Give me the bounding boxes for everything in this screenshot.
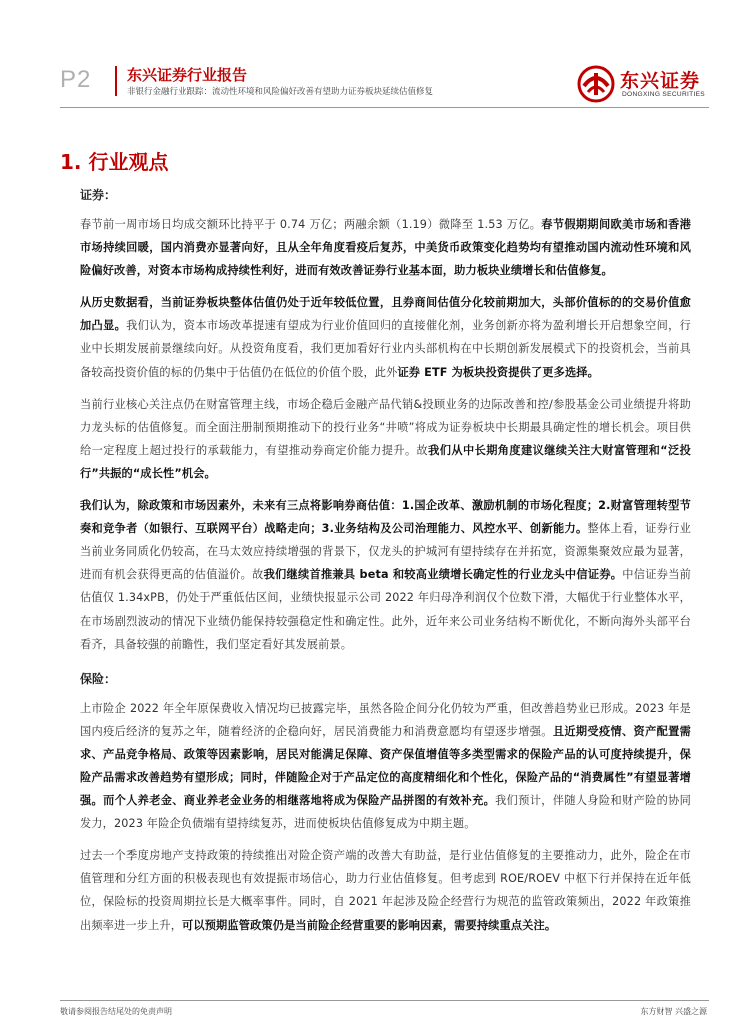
disclaimer-note: 敬请参阅报告结尾处的免责声明	[60, 1007, 172, 1016]
text-run: 当前行业核心关注点仍在财富管理主线，市场企稳后金融产品代销&投顾业务的边际改善和控/参股基金公司业绩提升将助力龙头标的估值修复。而全面注册制预期推动下的投行业务“井喷”将成为证券板块中长期最具确定性的增长机会。项目供给一定程度上超过投行的承载能力，有望推动券商定价能力提升。故	[80, 397, 691, 457]
company-logo	[576, 64, 708, 104]
text-run: 中信证券当前估值仅 1.34xPB，仍处于严重低估区间，业绩快报显示公司 2022 年归母净利润仅个位数下滑，大幅优于行业整体水平，在市场剧烈波动的情况下业绩仍能保持较强稳定性和确定性。此外，近年来公司业务结构不断优化，不断向海外头部平台看齐，具备较强的前瞻性，我们坚定看好其发展前景。	[80, 568, 692, 651]
report-subtitle: 非银行金融行业跟踪：流动性环境和风险偏好改善有望助力证券板块延续估值修复	[127, 87, 434, 97]
securities-paragraph-4	[80, 494, 691, 656]
bold-text-run: 春节假期期间欧美市场和香港市场持续回暖，国内消费亦显著向好，且从全年角度看疫后复苏，中美货币政策变化趋势均有望推动国内流动性环境和风险偏好改善，对资本市场构成持续性利好，进而有效改善证券行业基本面，助力板块业绩增长和估值修复。	[80, 218, 692, 278]
securities-paragraph-1	[80, 213, 691, 282]
footer-slogan: 东方财智 兴盛之源	[640, 1007, 707, 1016]
bold-text-run: 我们认为，除政策和市场因素外，未来有三点将影响券商估值：1.国企改革、激励机制的市场化程度；2.财富管理转型节奏和竞争者（如银行、互联网平台）战略走向；3.业务结构及公司治理能力、风控水平、创新能力。	[80, 499, 691, 536]
text-run: 上市险企 2022 年全年原保费收入情况均已披露完毕，虽然各险企间分化仍较为严重，但改善趋势业已形成。2023 年是国内疫后经济的复苏之年，随着经济的企稳向好，居民消费能力和消费意愿均有望逐步增强。	[80, 701, 691, 738]
logo-text-cn: 东兴证券	[620, 70, 701, 92]
bold-text-run: 我们从中长期角度建议继续关注大财富管理和“泛投行”共振的“成长性”机会。	[80, 443, 691, 480]
bold-text-run: 我们继续首推兼具 beta 和较高业绩增长确定性的行业龙头中信证券。	[263, 568, 623, 582]
page-header	[0, 0, 755, 110]
logo-text-en: DONGXING SECURITIES	[622, 91, 706, 98]
text-run: 整体上看，证券行业当前业务同质化仍较高，在马太效应持续增强的背景下，仅龙头的护城河有望持续存在并拓宽，资源集聚效应最为显著，进而有机会获得更高的估值溢价。故	[80, 522, 691, 582]
header-divider	[115, 66, 117, 96]
report-title: 东兴证券行业报告	[127, 66, 248, 84]
page-footer	[0, 1000, 755, 1024]
insurance-heading: 保险：	[80, 671, 117, 686]
bold-text-run: 证券 ETF 为板块投资提供了更多选择。	[397, 365, 599, 379]
securities-paragraph-2	[80, 291, 691, 383]
page-number: P2	[60, 66, 92, 93]
header-rule	[60, 107, 709, 108]
text-run: 我们预计，伴随人身险和财产险的协同发力，2023 年险企负债端有望持续复苏，进而使板块估值修复成为中期主题。	[80, 794, 691, 831]
insurance-paragraph-2	[80, 844, 691, 936]
section-title: 1. 行业观点	[60, 150, 169, 174]
text-run: 过去一个季度房地产支持政策的持续推出对险企资产端的改善大有助益，是行业估值修复的主要推动力，此外，险企在市值管理和分红方面的积极表现也有效提振市场信心，助力行业估值修复。但考虑到 ROE/ROEV 中枢下行并保持在近年低位，保险标的投资周期拉长是大概率事件。同时，自 2021 年起涉及险企经营行为规范的监管政策频出，2022 年政策推出频率进一步上升，	[80, 849, 691, 932]
bold-text-run: 从历史数据看，当前证券板块整体估值仍处于近年较低位置，且券商间估值分化较前期加大，头部价值标的的交易价值愈加凸显。	[80, 296, 691, 333]
securities-paragraph-3	[80, 393, 691, 485]
bold-text-run: 且近期受疫情、资产配置需求、产品竞争格局、政策等因素影响，居民对能满足保障、资产保值增值等多类型需求的保险产品的认可度持续提升，保险产品需求改善趋势有望形成；同时，伴随险企对于产品定位的高度精细化和个性化，保险产品的“消费属性”有望显著增强。而个人养老金、商业养老金业务的相继落地将成为保险产品拼图的有效补充。	[80, 724, 691, 808]
text-run: 春节前一周市场日均成交额环比持平于 0.74 万亿；两融余额（1.19）微降至 1.53 万亿。	[80, 218, 542, 231]
insurance-paragraph-1	[80, 697, 691, 836]
text-run: 我们认为，资本市场改革提速有望成为行业价值回归的直接催化剂，业务创新亦将为盈利增长开启想象空间，行业中长期发展前景继续向好。从投资角度看，我们更加看好行业内头部机构在中长期创新发展模式下的投资机会，当前具备较高投资价值的标的仍集中于估值仍在低位的价值个股，此外	[80, 319, 691, 379]
securities-heading: 证券：	[80, 188, 117, 202]
article-body	[80, 186, 691, 946]
logo-mark-icon	[576, 64, 616, 104]
bold-text-run: 可以预期监管政策仍是当前险企经营重要的影响因素，需要持续重点关注。	[182, 918, 557, 932]
footer-rule	[60, 1000, 709, 1001]
